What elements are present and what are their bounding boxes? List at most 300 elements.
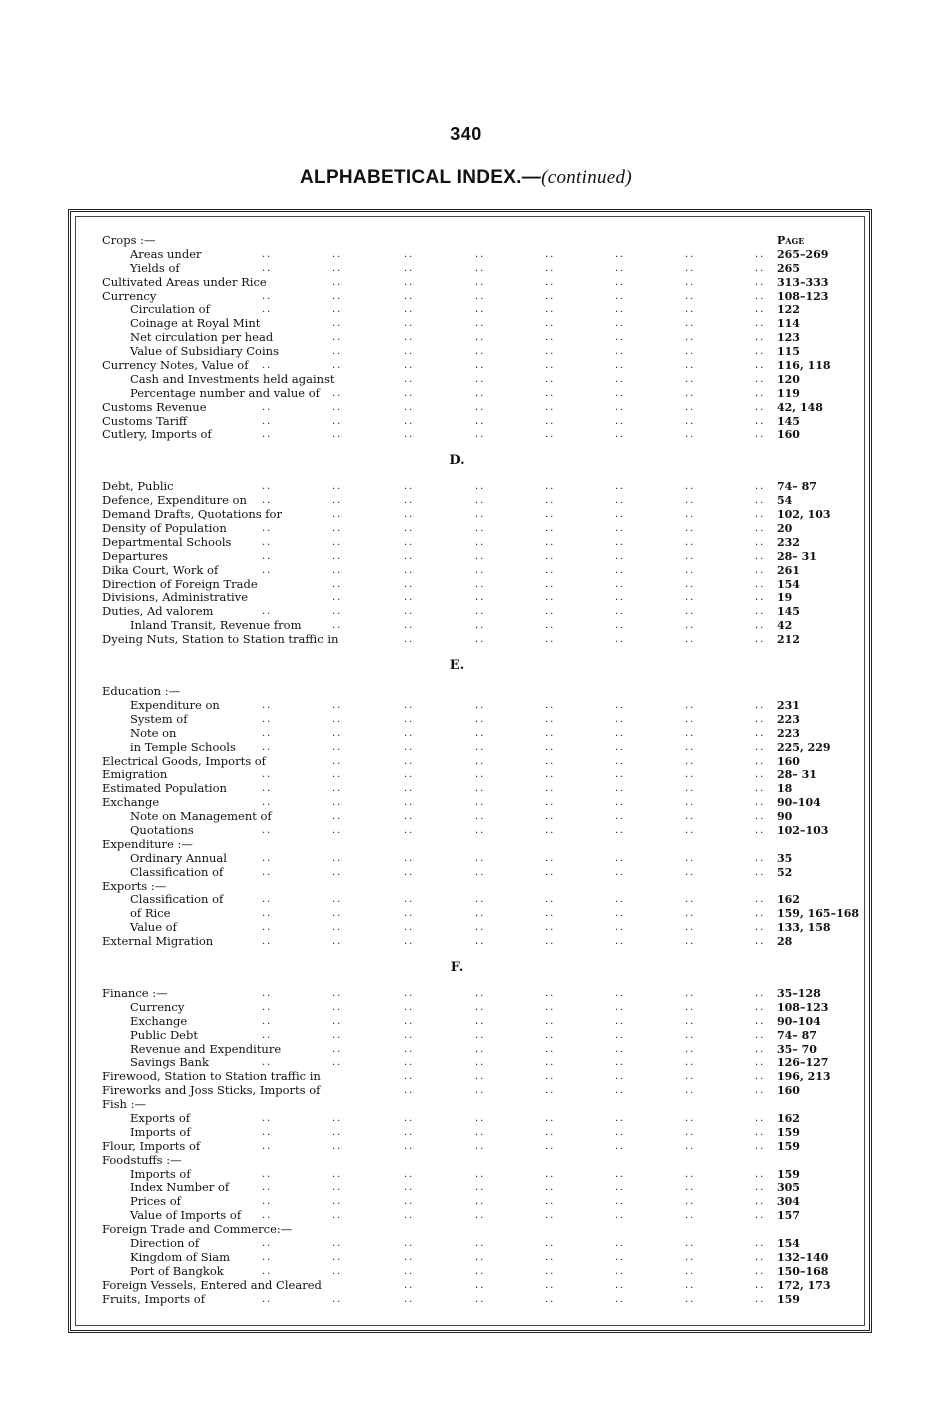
leader-dot: .. bbox=[545, 1001, 556, 1013]
index-entry-page: 116, 118 bbox=[777, 359, 831, 373]
index-entry bbox=[102, 317, 852, 331]
leader-dot: .. bbox=[262, 922, 273, 934]
leader-dot: .. bbox=[262, 606, 273, 618]
leader-dot: .. bbox=[615, 1251, 626, 1263]
leader-dot: .. bbox=[685, 592, 696, 604]
index-entry-label: Value of Subsidiary Coins bbox=[130, 344, 279, 359]
leader-dot: .. bbox=[755, 1265, 766, 1277]
leader-dot: .. bbox=[545, 415, 556, 427]
leader-dot: .. bbox=[755, 290, 766, 302]
index-entry-page: 52 bbox=[777, 865, 793, 879]
index-entry-label: Revenue and Expenditure bbox=[130, 1041, 282, 1056]
index-entry-page: 19 bbox=[777, 591, 793, 605]
leader-dot: .. bbox=[685, 922, 696, 934]
leader-dot: .. bbox=[404, 713, 415, 725]
leader-dot: .. bbox=[404, 332, 415, 344]
leader-dot: .. bbox=[262, 797, 273, 809]
leader-dot: .. bbox=[685, 373, 696, 385]
index-entry bbox=[102, 1265, 852, 1279]
index-entry bbox=[102, 1154, 852, 1168]
leader-dot: .. bbox=[755, 1126, 766, 1138]
leader-dot: .. bbox=[332, 276, 343, 288]
leader-dot: .. bbox=[475, 429, 486, 441]
leader-dot: .. bbox=[545, 276, 556, 288]
index-entry-page: 28– 31 bbox=[777, 768, 817, 782]
leader-dot: .. bbox=[685, 401, 696, 413]
leader-dot: .. bbox=[332, 1210, 343, 1222]
leader-dot: .. bbox=[615, 564, 626, 576]
leader-dot: .. bbox=[545, 429, 556, 441]
leader-dot: .. bbox=[685, 1140, 696, 1152]
leader-dot: .. bbox=[615, 866, 626, 878]
dot-leaders bbox=[262, 921, 766, 935]
leader-dot: .. bbox=[685, 1265, 696, 1277]
dot-leaders bbox=[262, 824, 766, 838]
leader-dot: .. bbox=[755, 606, 766, 618]
index-entry-label: Foreign Vessels, Entered and Cleared bbox=[102, 1277, 322, 1292]
leader-dot: .. bbox=[545, 1029, 556, 1041]
title-continued: (continued) bbox=[541, 167, 632, 188]
index-entry-label: Imports of bbox=[130, 1124, 191, 1139]
leader-dot: .. bbox=[545, 908, 556, 920]
leader-dot: .. bbox=[332, 727, 343, 739]
leader-dot: .. bbox=[475, 727, 486, 739]
index-entry-label: Exports of bbox=[130, 1110, 191, 1125]
leader-dot: .. bbox=[475, 509, 486, 521]
leader-dot: .. bbox=[332, 1029, 343, 1041]
leader-dot: .. bbox=[475, 1085, 486, 1097]
index-entry-label: Customs Revenue bbox=[102, 399, 207, 414]
leader-dot: .. bbox=[615, 1168, 626, 1180]
leader-dot: .. bbox=[332, 1293, 343, 1305]
leader-dot: .. bbox=[404, 741, 415, 753]
section-letter: D. bbox=[449, 453, 465, 469]
index-entry-label: Value of Imports of bbox=[130, 1208, 242, 1223]
dot-leaders bbox=[262, 866, 766, 880]
index-entry bbox=[102, 727, 852, 741]
leader-dot: .. bbox=[475, 346, 486, 358]
dot-leaders bbox=[262, 1181, 766, 1195]
leader-dot: .. bbox=[475, 620, 486, 632]
index-entry-label: Circulation of bbox=[130, 302, 210, 317]
leader-dot: .. bbox=[755, 1251, 766, 1263]
leader-dot: .. bbox=[404, 1015, 415, 1027]
leader-dot: .. bbox=[332, 495, 343, 507]
leader-dot: .. bbox=[262, 290, 273, 302]
leader-dot: .. bbox=[475, 1140, 486, 1152]
leader-dot: .. bbox=[615, 1071, 626, 1083]
leader-dot: .. bbox=[262, 741, 273, 753]
leader-dot: .. bbox=[755, 276, 766, 288]
dot-leaders bbox=[262, 1293, 766, 1307]
index-entry-label: Foreign Trade and Commerce:— bbox=[102, 1222, 293, 1237]
leader-dot: .. bbox=[404, 1001, 415, 1013]
dot-leaders bbox=[262, 494, 766, 508]
leader-dot: .. bbox=[332, 606, 343, 618]
leader-dot: .. bbox=[545, 387, 556, 399]
leader-dot: .. bbox=[475, 852, 486, 864]
leader-dot: .. bbox=[615, 578, 626, 590]
index-entry-page: 90–104 bbox=[777, 1014, 821, 1028]
index-entry bbox=[102, 428, 852, 442]
index-entry bbox=[102, 782, 852, 796]
leader-dot: .. bbox=[615, 1029, 626, 1041]
leader-dot: .. bbox=[755, 1279, 766, 1291]
index-entry-label: Departures bbox=[102, 548, 168, 563]
leader-dot: .. bbox=[545, 769, 556, 781]
leader-dot: .. bbox=[332, 1043, 343, 1055]
leader-dot: .. bbox=[404, 564, 415, 576]
leader-dot: .. bbox=[262, 908, 273, 920]
leader-dot: .. bbox=[262, 550, 273, 562]
leader-dot: .. bbox=[545, 852, 556, 864]
leader-dot: .. bbox=[262, 1140, 273, 1152]
dot-leaders bbox=[262, 741, 766, 755]
index-entry bbox=[102, 1126, 852, 1140]
leader-dot: .. bbox=[404, 755, 415, 767]
leader-dot: .. bbox=[615, 1265, 626, 1277]
leader-dot: .. bbox=[262, 1265, 273, 1277]
leader-dot: .. bbox=[755, 429, 766, 441]
index-entry-label: Currency Notes, Value of bbox=[102, 358, 249, 373]
leader-dot: .. bbox=[755, 811, 766, 823]
leader-dot: .. bbox=[404, 797, 415, 809]
leader-dot: .. bbox=[475, 318, 486, 330]
leader-dot: .. bbox=[332, 592, 343, 604]
index-entry-label: External Migration bbox=[102, 934, 214, 949]
leader-dot: .. bbox=[615, 606, 626, 618]
index-entry-label: Defence, Expenditure on bbox=[102, 493, 247, 508]
leader-dot: .. bbox=[755, 1210, 766, 1222]
leader-dot: .. bbox=[545, 481, 556, 493]
index-entry-label: Classification of bbox=[130, 864, 224, 879]
leader-dot: .. bbox=[404, 415, 415, 427]
leader-dot: .. bbox=[404, 429, 415, 441]
leader-dot: .. bbox=[262, 415, 273, 427]
index-entry bbox=[102, 768, 852, 782]
leader-dot: .. bbox=[755, 755, 766, 767]
index-entry bbox=[102, 1112, 852, 1126]
index-entry-label: Dyeing Nuts, Station to Station traffic in bbox=[102, 632, 339, 647]
leader-dot: .. bbox=[475, 713, 486, 725]
leader-dot: .. bbox=[332, 769, 343, 781]
leader-dot: .. bbox=[545, 1238, 556, 1249]
leader-dot: .. bbox=[755, 824, 766, 836]
leader-dot: .. bbox=[685, 606, 696, 618]
leader-dot: .. bbox=[755, 523, 766, 535]
leader-dot: .. bbox=[685, 866, 696, 878]
leader-dot: .. bbox=[475, 634, 486, 646]
index-entry-label: Kingdom of Siam bbox=[130, 1249, 231, 1264]
leader-dot: .. bbox=[475, 262, 486, 274]
index-entry-page: 145 bbox=[777, 414, 800, 428]
index-entry-page: 154 bbox=[777, 577, 800, 591]
index-entry-page: 154 bbox=[777, 1237, 800, 1250]
leader-dot: .. bbox=[404, 894, 415, 906]
leader-dot: .. bbox=[755, 1182, 766, 1194]
leader-dot: .. bbox=[685, 1085, 696, 1097]
leader-dot: .. bbox=[615, 523, 626, 535]
leader-dot: .. bbox=[475, 290, 486, 302]
index-entry-label: Expenditure :— bbox=[102, 836, 193, 851]
leader-dot: .. bbox=[615, 276, 626, 288]
index-entry bbox=[102, 987, 852, 1001]
leader-dot: .. bbox=[262, 304, 273, 316]
index-entry bbox=[102, 1070, 852, 1084]
leader-dot: .. bbox=[615, 1043, 626, 1055]
index-entry bbox=[102, 290, 852, 304]
index-entry bbox=[102, 852, 852, 866]
leader-dot: .. bbox=[685, 1279, 696, 1291]
index-entry bbox=[102, 248, 852, 262]
leader-dot: .. bbox=[755, 1043, 766, 1055]
index-entry bbox=[102, 1251, 852, 1265]
leader-dot: .. bbox=[262, 1210, 273, 1222]
index-entry-page: 265 bbox=[777, 261, 800, 275]
leader-dot: .. bbox=[685, 1112, 696, 1124]
leader-dot: .. bbox=[615, 741, 626, 753]
index-entry-page: 305 bbox=[777, 1181, 800, 1195]
leader-dot: .. bbox=[332, 1140, 343, 1152]
index-entry bbox=[102, 1098, 852, 1112]
leader-dot: .. bbox=[685, 262, 696, 274]
index-entry-page: 102, 103 bbox=[777, 508, 831, 522]
index-entry-page: 126–127 bbox=[777, 1056, 829, 1070]
leader-dot: .. bbox=[332, 578, 343, 590]
leader-dot: .. bbox=[615, 415, 626, 427]
leader-dot: .. bbox=[755, 387, 766, 399]
leader-dot: .. bbox=[545, 1251, 556, 1263]
leader-dot: .. bbox=[404, 262, 415, 274]
index-entry bbox=[102, 591, 852, 605]
leader-dot: .. bbox=[545, 1196, 556, 1208]
leader-dot: .. bbox=[685, 1015, 696, 1027]
index-entry-label: Fish :— bbox=[102, 1097, 146, 1112]
dot-leaders bbox=[262, 262, 766, 276]
leader-dot: .. bbox=[475, 332, 486, 344]
leader-dot: .. bbox=[685, 908, 696, 920]
leader-dot: .. bbox=[404, 824, 415, 836]
leader-dot: .. bbox=[475, 578, 486, 590]
dot-leaders bbox=[262, 317, 766, 331]
leader-dot: .. bbox=[332, 922, 343, 934]
index-entry-label: Direction of Foreign Trade bbox=[102, 576, 258, 591]
leader-dot: .. bbox=[545, 332, 556, 344]
leader-dot: .. bbox=[755, 1085, 766, 1097]
dot-leaders bbox=[262, 619, 766, 633]
leader-dot: .. bbox=[545, 894, 556, 906]
index-entry bbox=[102, 1237, 852, 1251]
index-entry-label: Education :— bbox=[102, 684, 181, 699]
leader-dot: .. bbox=[332, 1238, 343, 1249]
leader-dot: .. bbox=[475, 387, 486, 399]
leader-dot: .. bbox=[404, 592, 415, 604]
index-entry bbox=[102, 1223, 852, 1237]
leader-dot: .. bbox=[685, 1126, 696, 1138]
leader-dot: .. bbox=[404, 783, 415, 795]
leader-dot: .. bbox=[685, 360, 696, 372]
leader-dot: .. bbox=[685, 1029, 696, 1041]
leader-dot: .. bbox=[755, 1112, 766, 1124]
leader-dot: .. bbox=[332, 1196, 343, 1208]
leader-dot: .. bbox=[332, 550, 343, 562]
leader-dot: .. bbox=[615, 401, 626, 413]
leader-dot: .. bbox=[615, 699, 626, 711]
leader-dot: .. bbox=[755, 262, 766, 274]
leader-dot: .. bbox=[545, 401, 556, 413]
index-entry-label: Fruits, Imports of bbox=[102, 1291, 205, 1306]
index-entry-page: 133, 158 bbox=[777, 921, 831, 935]
dot-leaders bbox=[262, 1209, 766, 1223]
leader-dot: .. bbox=[404, 1238, 415, 1249]
leader-dot: .. bbox=[755, 741, 766, 753]
dot-leaders bbox=[262, 401, 766, 415]
leader-dot: .. bbox=[545, 1293, 556, 1305]
leader-dot: .. bbox=[615, 713, 626, 725]
leader-dot: .. bbox=[615, 922, 626, 934]
leader-dot: .. bbox=[685, 1043, 696, 1055]
leader-dot: .. bbox=[262, 852, 273, 864]
index-entry-page: 261 bbox=[777, 563, 800, 577]
index-entry bbox=[102, 880, 852, 894]
index-list bbox=[102, 233, 860, 1306]
leader-dot: .. bbox=[615, 1196, 626, 1208]
leader-dot: .. bbox=[755, 578, 766, 590]
leader-dot: .. bbox=[332, 852, 343, 864]
leader-dot: .. bbox=[615, 936, 626, 948]
dot-leaders bbox=[262, 480, 766, 494]
leader-dot: .. bbox=[755, 550, 766, 562]
leader-dot: .. bbox=[615, 1140, 626, 1152]
index-entry-page: 102–103 bbox=[777, 823, 829, 837]
leader-dot: .. bbox=[615, 1001, 626, 1013]
index-entry-page: 90–104 bbox=[777, 796, 821, 810]
leader-dot: .. bbox=[755, 1057, 766, 1069]
index-entry bbox=[102, 699, 852, 713]
leader-dot: .. bbox=[685, 346, 696, 358]
index-entry-label: Areas under bbox=[130, 246, 202, 261]
leader-dot: .. bbox=[615, 1126, 626, 1138]
leader-dot: .. bbox=[475, 276, 486, 288]
index-entry bbox=[102, 1209, 852, 1223]
leader-dot: .. bbox=[685, 387, 696, 399]
leader-dot: .. bbox=[685, 713, 696, 725]
leader-dot: .. bbox=[475, 1001, 486, 1013]
index-entry bbox=[102, 262, 852, 276]
index-entry-page: 54 bbox=[777, 494, 793, 508]
leader-dot: .. bbox=[475, 523, 486, 535]
index-entry-page: 108–123 bbox=[777, 1000, 829, 1014]
index-entry-label: Yields of bbox=[130, 260, 180, 275]
index-entry-label: Ordinary Annual bbox=[130, 850, 227, 865]
index-entry-page: 74– 87 bbox=[777, 1028, 817, 1042]
leader-dot: .. bbox=[545, 536, 556, 548]
leader-dot: .. bbox=[545, 509, 556, 521]
leader-dot: .. bbox=[615, 987, 626, 999]
leader-dot: .. bbox=[685, 1168, 696, 1180]
leader-dot: .. bbox=[615, 373, 626, 385]
leader-dot: .. bbox=[685, 564, 696, 576]
leader-dot: .. bbox=[404, 1182, 415, 1194]
dot-leaders bbox=[262, 768, 766, 782]
leader-dot: .. bbox=[332, 1126, 343, 1138]
leader-dot: .. bbox=[475, 606, 486, 618]
leader-dot: .. bbox=[545, 523, 556, 535]
leader-dot: .. bbox=[615, 318, 626, 330]
index-entry bbox=[102, 276, 852, 290]
leader-dot: .. bbox=[262, 1001, 273, 1013]
leader-dot: .. bbox=[262, 824, 273, 836]
leader-dot: .. bbox=[685, 755, 696, 767]
leader-dot: .. bbox=[545, 1126, 556, 1138]
leader-dot: .. bbox=[755, 360, 766, 372]
leader-dot: .. bbox=[685, 1251, 696, 1263]
leader-dot: .. bbox=[545, 304, 556, 316]
index-entry bbox=[102, 810, 852, 824]
dot-leaders bbox=[262, 893, 766, 907]
index-entry-page: 265–269 bbox=[777, 247, 829, 261]
index-entry-page: 232 bbox=[777, 535, 800, 549]
index-entry-page: 20 bbox=[777, 522, 793, 536]
leader-dot: .. bbox=[262, 360, 273, 372]
leader-dot: .. bbox=[755, 866, 766, 878]
leader-dot: .. bbox=[262, 894, 273, 906]
leader-dot: .. bbox=[404, 387, 415, 399]
leader-dot: .. bbox=[615, 1293, 626, 1305]
leader-dot: .. bbox=[755, 1168, 766, 1180]
leader-dot: .. bbox=[475, 1293, 486, 1305]
leader-dot: .. bbox=[332, 332, 343, 344]
index-entry-page: 42 bbox=[777, 619, 793, 633]
leader-dot: .. bbox=[685, 318, 696, 330]
leader-dot: .. bbox=[545, 1112, 556, 1124]
index-entry-label: Imports of bbox=[130, 1166, 191, 1181]
index-entry-page: 114 bbox=[777, 317, 800, 331]
leader-dot: .. bbox=[475, 1043, 486, 1055]
leader-dot: .. bbox=[475, 824, 486, 836]
leader-dot: .. bbox=[755, 1140, 766, 1152]
index-entry-label: Cutlery, Imports of bbox=[102, 427, 212, 442]
index-entry-label: Divisions, Administrative bbox=[102, 590, 249, 605]
leader-dot: .. bbox=[685, 634, 696, 646]
leader-dot: .. bbox=[475, 1071, 486, 1083]
index-entry-page: 18 bbox=[777, 782, 793, 796]
index-entry-label: Prices of bbox=[130, 1194, 181, 1209]
index-entry-label: System of bbox=[130, 711, 188, 726]
dot-leaders bbox=[262, 796, 766, 810]
leader-dot: .. bbox=[685, 290, 696, 302]
index-entry bbox=[102, 387, 852, 401]
leader-dot: .. bbox=[685, 797, 696, 809]
leader-dot: .. bbox=[404, 620, 415, 632]
leader-dot: .. bbox=[475, 373, 486, 385]
leader-dot: .. bbox=[615, 1210, 626, 1222]
index-entry-label: Coinage at Royal Mint bbox=[130, 316, 261, 331]
leader-dot: .. bbox=[545, 727, 556, 739]
leader-dot: .. bbox=[615, 495, 626, 507]
leader-dot: .. bbox=[685, 550, 696, 562]
leader-dot: .. bbox=[404, 1029, 415, 1041]
leader-dot: .. bbox=[475, 908, 486, 920]
leader-dot: .. bbox=[404, 360, 415, 372]
page-number: 340 bbox=[450, 124, 482, 144]
leader-dot: .. bbox=[755, 509, 766, 521]
index-entry bbox=[102, 893, 852, 907]
leader-dot: .. bbox=[755, 536, 766, 548]
leader-dot: .. bbox=[615, 1057, 626, 1069]
index-entry bbox=[102, 838, 852, 852]
dot-leaders bbox=[262, 1140, 766, 1154]
